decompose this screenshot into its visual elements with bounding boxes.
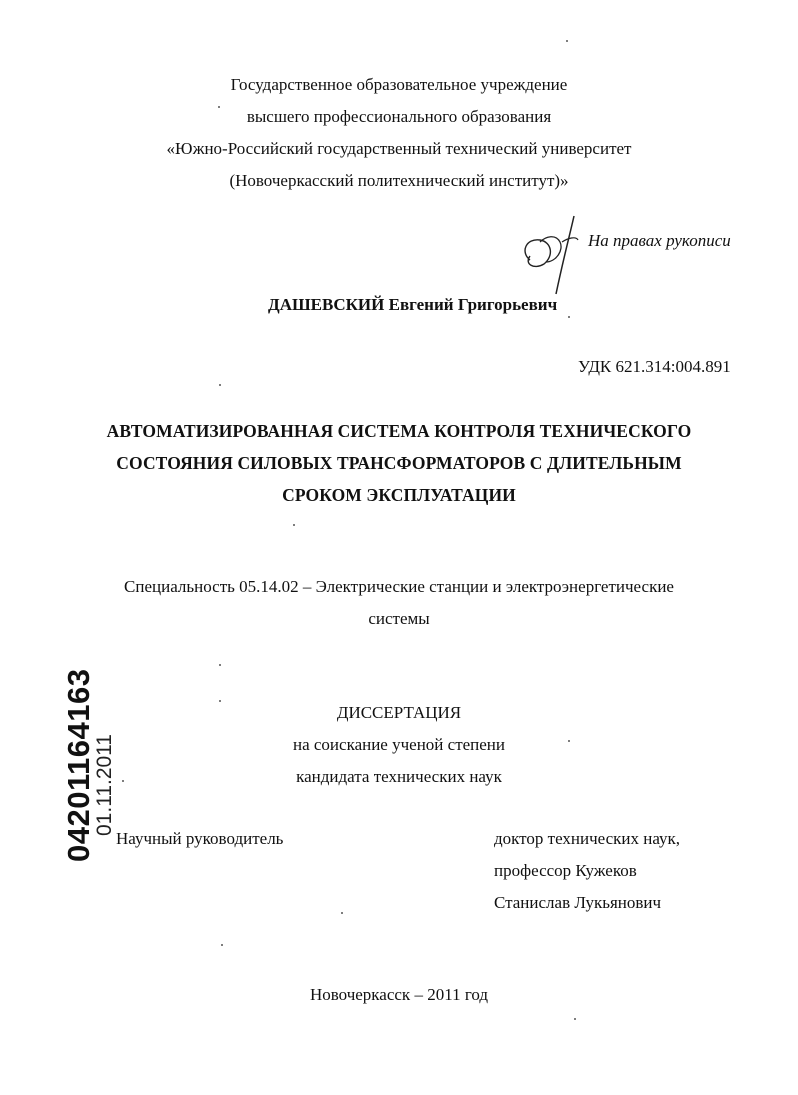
supervisor-line-1: доктор технических наук, [494, 829, 681, 848]
work-type-line-1: на соискание ученой степени [292, 735, 506, 754]
supervisor-label: Научный руководитель [116, 829, 284, 848]
author-given-names: Евгений Григорьевич [388, 295, 558, 314]
scan-speck [293, 524, 295, 526]
title-line-3: СРОКОМ ЭКСПЛУАТАЦИИ [282, 485, 516, 505]
udk-code: УДК 621.314:004.891 [578, 357, 731, 376]
specialty-line-1: Специальность 05.14.02 – Электрические станции и электроэнергетические [124, 577, 674, 596]
scan-speck [574, 1018, 576, 1020]
title-line-2: СОСТОЯНИЯ СИЛОВЫХ ТРАНСФОРМАТОРОВ С ДЛИТЕЛЬНЫМ [116, 453, 682, 473]
side-stamp-date: 01.11.2011 [93, 734, 116, 836]
supervisor-line-2: профессор Кужеков [494, 861, 637, 880]
specialty-line-2: системы [368, 609, 430, 628]
title-line-1: АВТОМАТИЗИРОВАННАЯ СИСТЕМА КОНТРОЛЯ ТЕХНИЧЕСКОГО [106, 421, 692, 441]
work-type-line-2: кандидата технических наук [296, 767, 502, 786]
scan-speck [218, 106, 220, 108]
manuscript-note: На правах рукописи [588, 231, 731, 250]
scan-speck [566, 40, 568, 42]
scan-speck [219, 664, 221, 666]
side-stamp-code: 04201164163 [61, 668, 96, 862]
scan-speck [219, 700, 221, 702]
scan-speck [221, 944, 223, 946]
institution-line-4: (Новочеркасский политехнический институт)» [229, 171, 569, 190]
signature [516, 212, 594, 298]
supervisor-line-3: Станислав Лукьянович [494, 893, 662, 912]
scan-speck [341, 912, 343, 914]
scan-speck [122, 780, 124, 782]
author-surname: ДАШЕВСКИЙ [268, 295, 385, 314]
institution-line-1: Государственное образовательное учреждение [230, 75, 568, 94]
place-year: Новочеркасск – 2011 год [309, 985, 489, 1004]
scan-speck [568, 316, 570, 318]
scan-speck [219, 384, 221, 386]
author-name [268, 294, 557, 316]
institution-line-3: «Южно-Российский государственный технический университет [166, 139, 632, 158]
scan-speck [568, 740, 570, 742]
work-type-heading: ДИССЕРТАЦИЯ [336, 703, 462, 722]
institution-line-2: высшего профессионального образования [246, 107, 552, 126]
